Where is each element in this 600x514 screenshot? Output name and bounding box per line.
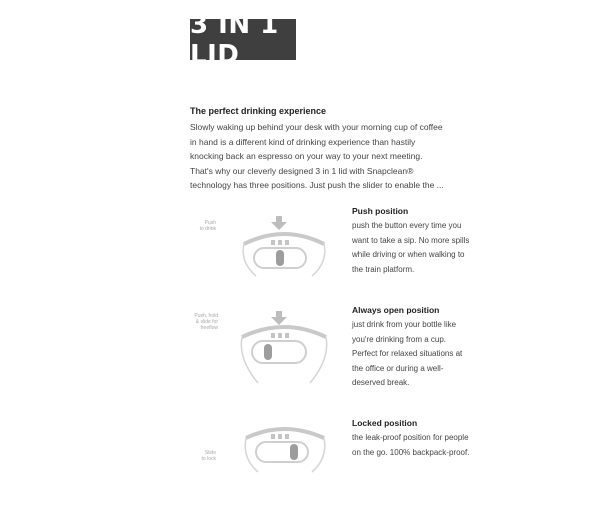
lid-rim	[244, 234, 324, 244]
step-heading: Always open position	[352, 305, 440, 315]
lid-mode-icons	[271, 333, 289, 338]
push-arrow-icon	[271, 311, 287, 325]
push-arrow-icon	[271, 216, 287, 230]
step-side-label: Slide to lock	[201, 450, 216, 462]
step-text: push the button every time you want to take a sip. No more spills while driving or when walking to the train platform.	[352, 221, 470, 274]
step-text: just drink from your bottle like you're drinking from a cup. Perfect for relaxed situations at the office or during a well-deserved break.	[352, 320, 463, 387]
step-heading: Push position	[352, 206, 409, 216]
step-text: the leak-proof position for people on the go. 100% backpack-proof.	[352, 433, 470, 457]
lid-mode-icons	[271, 434, 289, 439]
lid-slider-button	[276, 250, 284, 266]
lid-slider-button	[264, 344, 272, 360]
lid-slider-track	[252, 341, 306, 363]
lid-open-illustration	[238, 309, 332, 389]
step-push-position	[190, 206, 470, 294]
lid-mode-icons	[271, 240, 289, 245]
lid-rim	[242, 327, 326, 337]
step-locked-position	[190, 418, 470, 478]
lid-locked-illustration	[238, 422, 332, 478]
lid-push-illustration	[238, 212, 330, 282]
page-title	[190, 9, 296, 70]
lid-slider-track	[256, 442, 308, 462]
lid-slider-button	[290, 444, 298, 460]
intro-text: Slowly waking up behind your desk with your morning cup of coffee in hand is a different kind of drinking experience than hastily knocking back an espresso on your way to your next meeting. That's why our cleverly designed 3 in 1 lid with Snapclean® technology has three positions. Just push the slider to enable the ...	[190, 122, 444, 190]
page-title-text: 3 IN 1 LID	[190, 9, 279, 70]
step-heading: Locked position	[352, 418, 418, 428]
step-side-label: Push to drink	[199, 220, 216, 232]
step-always-open-position	[190, 305, 470, 405]
step-side-label: Push, hold & slide for freeflow	[194, 313, 218, 331]
intro-heading: The perfect drinking experience	[190, 106, 327, 116]
